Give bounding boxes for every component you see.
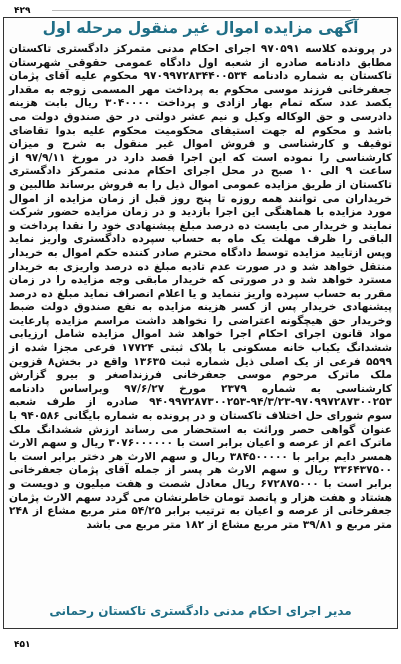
page-number-top: ۴۲۹ <box>14 6 31 16</box>
notice-signature: مدیر اجرای احکام مدنی دادگستری تاکستان رحمانی <box>49 604 352 618</box>
auction-notice-box <box>3 17 398 629</box>
page-number-bottom: ۴۵۱ <box>14 640 31 650</box>
notice-title: آگهی مزایده اموال غیر منقول مرحله اول <box>42 19 359 37</box>
header-divider <box>52 10 351 11</box>
notice-body: در پرونده کلاسه ۹۷۰۵۹۱ اجرای احکام مدنی متمرکز دادگستری تاکستان مطابق دادنامه صادره از شعبه اول دادگاه عمومی حقوقی شهرستان تاکستان به شماره دادنامه ۹۷۰۹۹۷۲۸۳۴۴۰۰۵۳۴ محکوم علیه آقای پژمان جعفرخانی فرزند موسی محکوم به پرداخت مهر المسمی زوجه به مقدار یکصد عدد سکه تمام بهار ازادی و پرداخت ۳۰۴۰۰۰۰ ریال بابت هزینه دادرسی و حق الوکاله وکیل و نیم عشر دولتی در حق صندوق دولت می باشد و محکوم له جهت استیفای محکومیت محکوم علیه بدوا تقاضای توقیف و کارشناسی و فروش اموال غیر منقول به شرح و میزان کارشناسی را نموده است که این اجرا قصد دارد در مورخ ۹۷/۹/۱۱ از ساعت ۹ الی ۱۰ صبح در محل اجرای احکام مدنی متمرکز دادگستری تاکستان از طریق مزایده عمومی اموال ذیل را به فروش برساند طالبین و خریداران می توانند همه روزه تا پنج روز قبل از زمان مزایده از اموال مورد مزایده با هماهنگی این اجرا بازدید و در زمان مزایده حضور شرکت نمایند و خریدار می بایست ده درصد مبلغ پیشنهادی خود را نقدا پرداخت و الباقی را ظرف مهلت یک ماه به حساب سپرده دادگستری واریز نماید وپس ازتایید مزایده توسط دادگاه محترم صادر کننده حکم اموال به خریدار منتقل خواهد شد و در صورت عدم تادیه مبلغ ده درصد واریزی به خریدار مسترد خواهد شد و در صورتی که خریدار مابقی وجه مزایده را در زمان مقرر به حساب سپرده واریز ننماید و یا اعلام انصراف نماید مبلغ ده درصد پیشنهادی خریدار پس از کسر هزینه مزایده به نفع صندوق دولت ضبط وخریدار حق هیچگونه اعتراضی را نخواهد داشت مراسم مزایده پارعایت مواد قانون اجرای احکام اجرا خواهد شد اموال مزایده شامل ارزیابی ششدانگ یکباب خانه مسکونی با پلاک ثبتی ۱۷۷۲۴ فرعی مجزا شده از ۵۵۹۹ فرعی از یک اصلی ذیل شماره ثبت ۱۳۶۳۵ واقع در بخش۸ قزوین ملک ماترک مرحوم موسی جعفرخانی فرزنداصغر و بیرو گزارش کارشناسی به شماره ۲۳۷۹ مورخ ۹۷/۶/۲۷ وبراساس دادنامه ۹۷۰۹۹۷۲۸۷۳۰۰۲۵۳-۹۴/۳/۲۳-۹۴۰۹۹۷۲۸۷۳۰۰۲۵۳ صادره از طرف شعبه سوم شورای حل اختلاف تاکستان و در پرونده به شماره بایگانی ۹۴۰۵۸۶ با عنوان گواهی حصر وراثت به استحضار می رساند ارزش ششدانگ ملک ماترک اعم از عرصه و اعیان برابر است با ۳۰۷۶۰۰۰۰۰۰ ریال و سهم الارث همسر دایم برابر با ۳۸۴۵۰۰۰۰۰ ریال و سهم الارث هر دختر برابر است با ۳۳۶۴۳۷۵۰۰ ریال و سهم الارث هر پسر از جمله آقای پژمان جعفرخانی برابر است با ۶۷۲۸۷۵۰۰۰ ریال معادل شصت و هفت میلیون و دویست و هشتاد و هفت هزار و پانصد تومان خاطرنشان می گردد سهم الارث پژمان جعفرخانی از عرصه و اعیان به ترتیب برابر ۵۴/۲۵ متر مربع مشاع از ۲۴۸ متر مربع و ۳۹/۸۱ متر مربع مشاع از ۱۸۲ متر مربع می باشد <box>9 43 393 531</box>
